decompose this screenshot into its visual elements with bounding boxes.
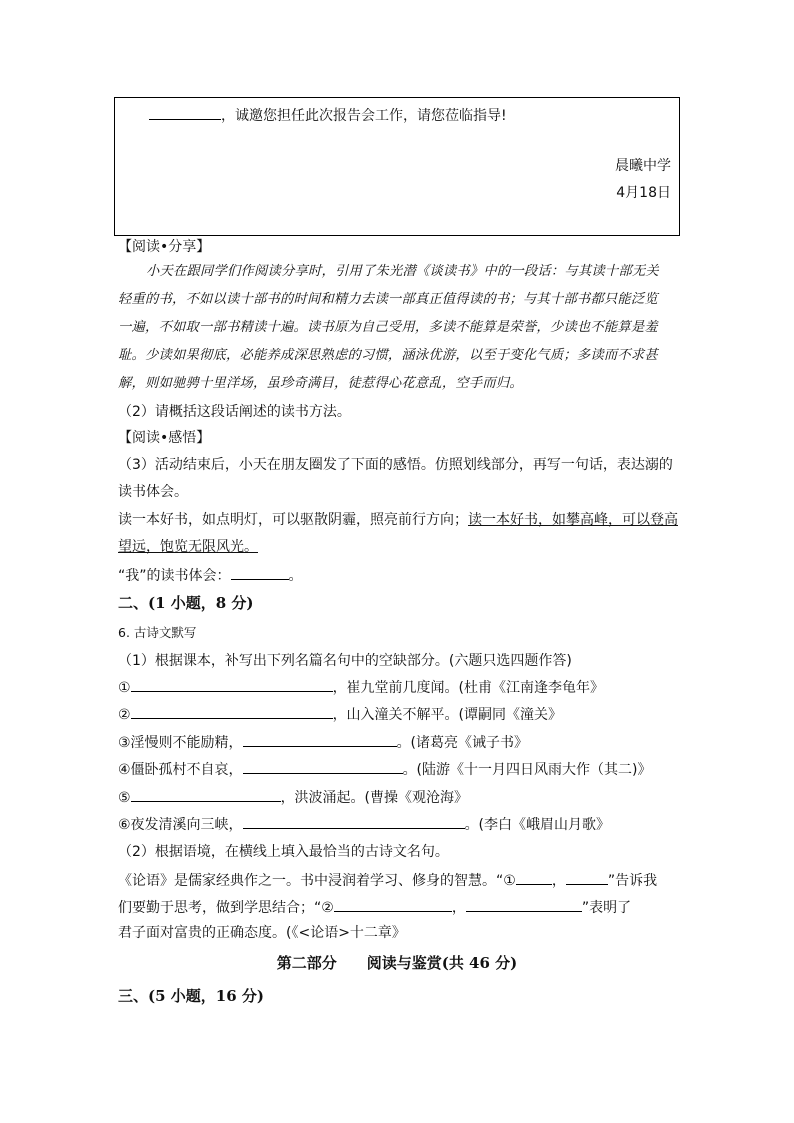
fill-blank[interactable]	[334, 897, 452, 912]
example-underlined-cont: 望远，饱览无限风光。	[118, 539, 258, 555]
invitation-date: 4月18日	[616, 185, 671, 201]
reading-share-heading: 【阅读•分享】	[118, 239, 211, 255]
quote-line: 解，则如驰骋十里洋场，虽珍奇满目，徒惹得心花意乱，空手而归。	[118, 376, 523, 391]
fill-item-4	[118, 759, 652, 780]
item-label: ⑤	[118, 790, 131, 806]
question-2: （2）请概括这段话阐述的读书方法。	[118, 404, 351, 420]
item-label: ④僵卧孤村不自哀，	[118, 762, 243, 778]
part-2-title: 第二部分 阅读与鉴赏(共 46 分)	[276, 954, 518, 972]
section-3-title: 三、(5 小题，16 分)	[118, 987, 264, 1005]
invitation-line	[149, 105, 507, 126]
fill-blank[interactable]	[516, 870, 552, 885]
item-text: ，山入潼关不解平。(谭嗣同《潼关》	[332, 707, 563, 723]
comma: ，	[551, 873, 566, 889]
reading-feel-heading: 【阅读•感悟】	[118, 430, 211, 446]
quote-line: 一遍，不如取一部书精读十遍。读书原为自己受用，多读不能算是荣誉，少读也不能算是羞	[118, 320, 658, 335]
context-text: 们要勤于思考，做到学思结合；“②	[118, 900, 334, 916]
context-text: ”告诉我	[607, 873, 658, 889]
example-underlined: 读一本好书，如攀高峰，可以登高	[468, 512, 678, 528]
context-text: 《论语》是儒家经典作之一。书中浸润着学习、修身的智慧。“①	[118, 873, 516, 889]
period: 。	[288, 568, 303, 584]
fill-blank[interactable]	[131, 677, 333, 692]
invitation-org: 晨曦中学	[615, 158, 671, 174]
item-label: ①	[118, 680, 131, 696]
example-plain: 读一本好书，如点明灯，可以驱散阴霾，照亮前行方向；	[118, 512, 468, 528]
fill-blank[interactable]	[566, 870, 608, 885]
item-label: ②	[118, 707, 131, 723]
my-feel-blank[interactable]	[231, 565, 289, 580]
context-line-1	[118, 870, 657, 891]
item-text: ，洪波涌起。(曹操《观沧海》	[280, 790, 469, 806]
fill-item-3	[118, 732, 528, 753]
fill-blank[interactable]	[243, 814, 465, 829]
question-6-title: 6. 古诗文默写	[118, 625, 197, 640]
fill-blank[interactable]	[131, 704, 333, 719]
quote-line: 耻。少读如果彻底，必能养成深思熟虑的习惯，涵泳优游，以至于变化气质；多读而不求甚	[118, 348, 658, 363]
item-text: 。(诸葛亮《诫子书》	[396, 735, 529, 751]
reading-quote	[118, 258, 676, 398]
example-line1	[118, 510, 678, 530]
sub-question-1: （1）根据课本，补写出下列名篇名句中的空缺部分。(六题只选四题作答)	[118, 653, 572, 669]
fill-blank[interactable]	[466, 897, 582, 912]
my-feel-line	[118, 565, 303, 586]
name-blank[interactable]	[149, 105, 221, 120]
invitation-text: ，诚邀您担任此次报告会工作，请您莅临指导!	[221, 108, 507, 124]
item-text: 。(李白《峨眉山月歌》	[464, 817, 611, 833]
fill-item-6	[118, 814, 610, 835]
quote-line: 小天在跟同学们作阅读分享时，引用了朱光潜《谈读书》中的一段话：与其读十部无关	[146, 264, 659, 279]
section-2-title: 二、(1 小题，8 分)	[118, 594, 254, 612]
question-3-line2: 读书体会。	[118, 484, 188, 500]
context-line-3: 君子面对富贵的正确态度。(《<论语>十二章》	[118, 925, 406, 941]
invitation-box	[114, 97, 680, 236]
comma: ，	[451, 900, 466, 916]
item-label: ⑥夜发清溪向三峡，	[118, 817, 243, 833]
item-text: 。(陆游《十一月四日风雨大作（其二)》	[402, 762, 652, 778]
quote-line: 轻重的书，不如以读十部书的时间和精力去读一部真正值得读的书；与其十部书都只能泛览	[118, 292, 658, 307]
fill-item-5	[118, 787, 468, 808]
my-feel-label: “我”的读书体会：	[118, 568, 231, 584]
fill-blank[interactable]	[131, 787, 281, 802]
context-line-2	[118, 897, 631, 918]
fill-blank[interactable]	[243, 759, 403, 774]
item-text: ，崔九堂前几度闻。(杜甫《江南逢李龟年》	[332, 680, 605, 696]
context-text: ”表明了	[581, 900, 632, 916]
question-3-line1: （3）活动结束后，小天在朋友圈发了下面的感悟。仿照划线部分，再写一句话，表达溺的	[118, 457, 673, 473]
sub-question-2: （2）根据语境，在横线上填入最恰当的古诗文名句。	[118, 844, 449, 860]
example-line2	[118, 537, 258, 557]
fill-blank[interactable]	[243, 732, 397, 747]
fill-item-2	[118, 704, 562, 725]
fill-item-1	[118, 677, 604, 698]
item-label: ③淫慢则不能励精，	[118, 735, 243, 751]
